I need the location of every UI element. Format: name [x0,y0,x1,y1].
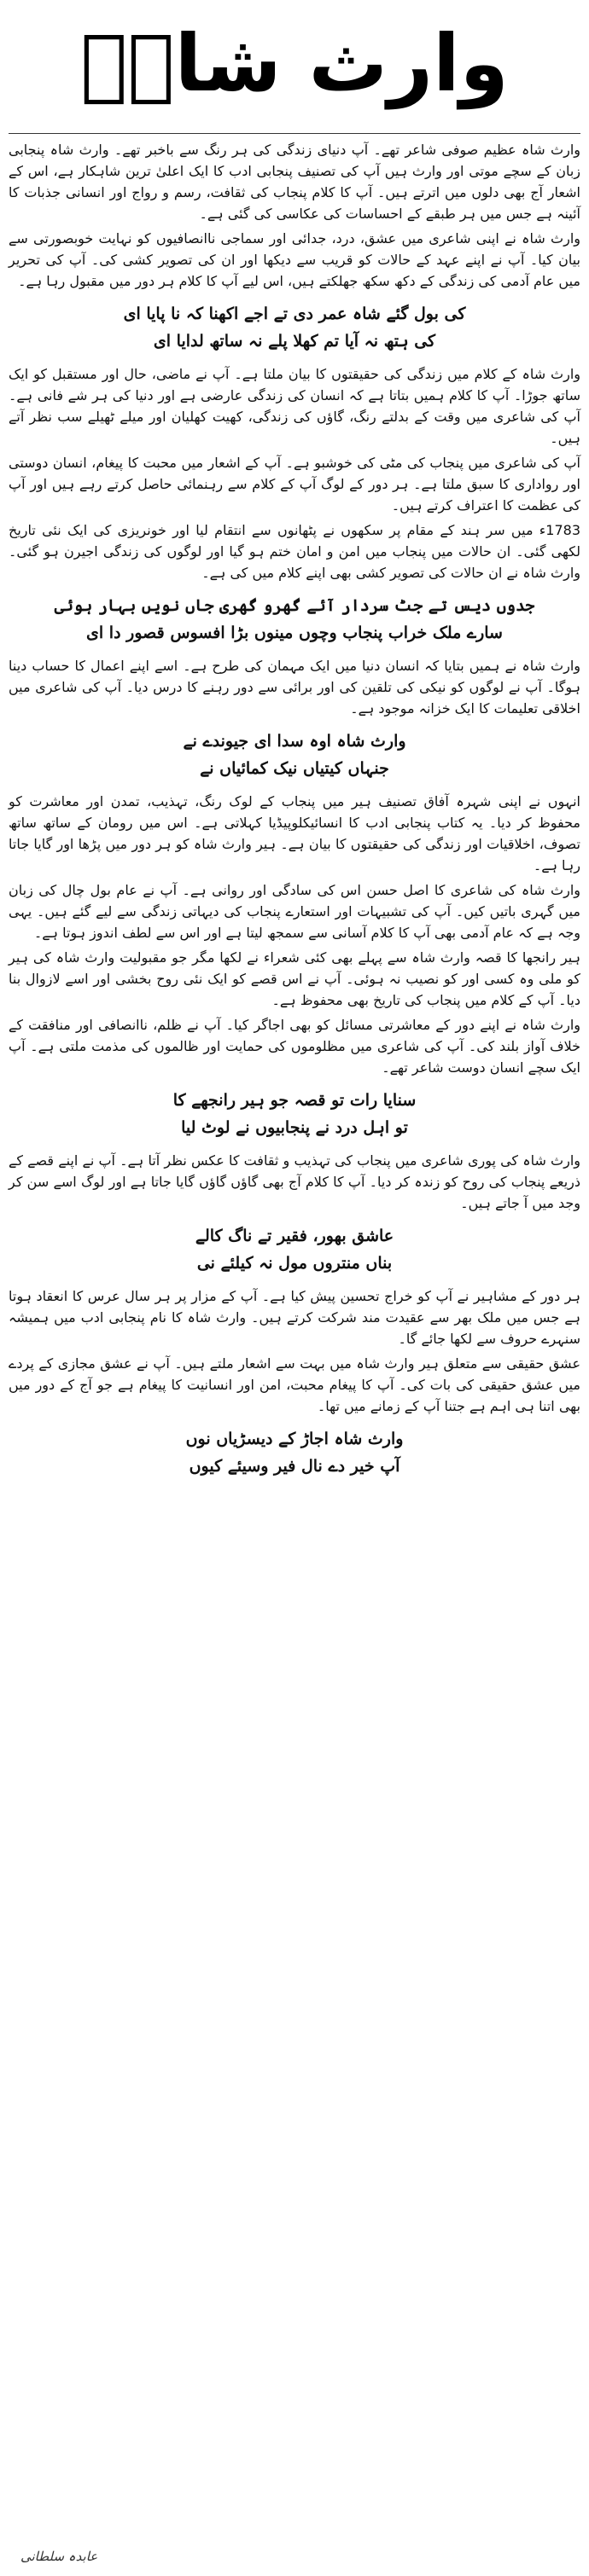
paragraph: ہر دور کے مشاہیر نے آپ کو خراج تحسین پیش کیا ہے۔ آپ کے مزار پر ہر سال عرس کا انعقاد ہوتا ہے جس میں ملک بھر سے عقیدت مند شرکت کرتے ہیں۔ وارث شاہ کا نام پنجابی ادب میں ہمیشہ سنہرے حروف سے لکھا جائے گا۔ [9,1288,580,1347]
author-byline: عابدہ سلطانی [20,2549,98,2564]
verse-line: سارے ملک خراب پنجاب وچوں مینوں بڑا افسوس قصور دا ای [86,624,503,642]
paragraph: وارث شاہ کے کلام میں زندگی کی حقیقتوں کا بیان ملتا ہے۔ آپ نے ماضی، حال اور مستقبل کو ایک ساتھ جوڑا۔ آپ کا کلام ہمیں بتاتا ہے کہ انسان کی زندگی عارضی ہے اور دنیا کی ہر شے فانی ہے۔ آپ کی شاعری میں وقت کے بدلتے رنگ، گاؤں کی زندگی، کھیت کھلیان اور میلے ٹھیلے سب نظر آتے ہیں۔ [9,366,580,446]
divider [9,133,580,134]
verse-line: سنایا رات تو قصہ جو ہیر رانجھے کا [172,1091,417,1110]
verse-block [26,728,563,782]
verse-line: تو اہل درد نے پنجابیوں نے لوٹ لیا [181,1118,408,1137]
title-area [9,0,580,128]
paragraph: وارث شاہ نے اپنی شاعری میں عشق، درد، جدائی اور سماجی ناانصافیوں کو نہایت خوبصورتی سے بیان کیا۔ آپ نے اپنے عہد کے حالات کو قریب سے دیکھا اور ان کی تصویر کشی کی۔ آپ کی تحریر میں عام آدمی کی زندگی کے دکھ سکھ جھلکتے ہیں، اس لیے آپ کا کلام ہر دور میں مقبول رہا ہے۔ [9,230,580,289]
paragraph: عشق حقیقی سے متعلق ہیر وارث شاہ میں بہت سے اشعار ملتے ہیں۔ آپ نے عشق مجازی کے پردے میں عشق حقیقی کی بات کی۔ آپ کا پیغام محبت، امن اور انسانیت کا پیغام ہے جو آج کے دور میں بھی اتنا ہی اہم ہے جتنا آپ کے زمانے میں تھا۔ [9,1355,580,1414]
verse-line: عاشق بھور، فقیر تے ناگ کالے [195,1227,394,1245]
verse-line: کی ہتھ نہ آیا تم کھلا پلے نہ ساتھ لدایا ای [153,332,436,351]
paragraph: وارث شاہ کی شاعری کا اصل حسن اس کی سادگی اور روانی ہے۔ آپ نے عام بول چال کی زبان میں گہری باتیں کیں۔ آپ کی تشبیہات اور استعارے پنجاب کی دیہاتی زندگی سے لیے گئے ہیں۔ یہی وجہ ہے کہ عام آدمی بھی آپ کا کلام آسانی سے سمجھ لیتا ہے اور اس سے لطف اندوز ہوتا ہے۔ [9,882,580,941]
verse-line: وارث شاہ اوہ سدا ای جیوندے نے [183,732,406,751]
paragraph: وارث شاہ نے اپنے دور کے معاشرتی مسائل کو بھی اجاگر کیا۔ آپ نے ظلم، ناانصافی اور منافقت کے خلاف آواز بلند کی۔ آپ کی شاعری میں مظلوموں کی حمایت اور ظالموں کی مذمت ملتی ہے۔ آپ ایک سچے انسان دوست شاعر تھے۔ [9,1017,580,1076]
verse-block [26,1087,563,1141]
verse-line: آپ خیر دے نال فیر وسیئے کیوں [189,1457,400,1476]
paragraph: وارث شاہ عظیم صوفی شاعر تھے۔ آپ دنیای زندگی کی ہر رنگ سے باخبر تھے۔ وارث شاہ پنجابی زبان کے سچے موتی اور وارث ہیں آپ کی تصنیف پنجابی ادب کا ایک اعلیٰ ترین شاہکار ہے، اس کے اشعار آج بھی دلوں میں اترتے ہیں۔ آپ کا کلام پنجاب کی ثقافت، رسم و رواج اور انسانی جذبات کا آئینہ ہے جس میں ہر طبقے کے احساسات کی عکاسی کی گئی ہے۔ [9,142,580,222]
verse-line: کی بول گئے شاہ عمر دی تے اجے اکھنا کہ نا پایا ای [123,305,466,323]
verse-line: بناں منتروں مول نہ کیلئے نی [196,1254,393,1273]
paragraph: وارث شاہ نے ہمیں بتایا کہ انسان دنیا میں ایک مہمان کی طرح ہے۔ اسے اپنے اعمال کا حساب دینا ہوگا۔ آپ نے لوگوں کو نیکی کی تلقین کی اور برائی سے دور رہنے کا درس دیا۔ آپ کی شاعری میں اخلاقی تعلیمات کا ایک خزانہ موجود ہے۔ [9,658,580,717]
paragraph: وارث شاہ کی پوری شاعری میں پنجاب کی تہذیب و ثقافت کا عکس نظر آتا ہے۔ آپ نے اپنے قصے کے ذریعے پنجاب کی روح کو زندہ کر دیا۔ آپ کا کلام آج بھی گاؤں گاؤں گایا جاتا ہے اور لوگ اسے سن کر وجد میں آ جاتے ہیں۔ [9,1152,580,1211]
verse-block [26,1222,563,1277]
verse-block [26,592,563,647]
paragraph: 1783ء میں سر ہند کے مقام پر سکھوں نے پٹھانوں سے انتقام لیا اور خونریزی کی ایک نئی تاریخ لکھی گئی۔ ان حالات میں پنجاب میں امن و امان ختم ہو گیا اور لوگوں کی زندگی اجیرن ہو گئی۔ وارث شاہ نے ان حالات کی تصویر کشی بھی اپنے کلام میں کی ہے۔ [9,522,580,581]
paragraph: ہیر رانجھا کا قصہ وارث شاہ سے پہلے بھی کئی شعراء نے لکھا مگر جو مقبولیت وارث شاہ کی ہیر کو ملی وہ کسی اور کو نصیب نہ ہوئی۔ آپ نے اس قصے کو ایک نئی روح بخشی اور اسے لازوال بنا دیا۔ آپ کے کلام میں پنجاب کی تاریخ بھی محفوظ ہے۔ [9,949,580,1008]
verse-line: جدوں دیس تے جٹ سردار آئے گھرو گھری جاں نویں بہار ہوئی [54,596,535,615]
verse-block [26,1425,563,1480]
verse-line: جنہاں کیتیاں نیک کمائیاں نے [200,759,389,778]
page-title: وارث شاہؒ [80,18,509,109]
verse-line: وارث شاہ اجاڑ کے دیسڑیاں نوں [185,1430,404,1448]
verse-block [26,300,563,355]
paragraph: آپ کی شاعری میں پنجاب کی مٹی کی خوشبو ہے۔ آپ کے اشعار میں محبت کا پیغام، انسان دوستی اور رواداری کا سبق ملتا ہے۔ ہر دور کے لوگ آپ کے کلام سے رہنمائی حاصل کرتے رہے ہیں اور آپ کی عظمت کا اعتراف کرتے ہیں۔ [9,455,580,513]
paragraph: انہوں نے اپنی شہرہ آفاق تصنیف ہیر میں پنجاب کے لوک رنگ، تہذیب، تمدن اور معاشرت کو محفوظ کر دیا۔ یہ کتاب پنجابی ادب کا انسائیکلوپیڈیا کہلاتی ہے۔ اس میں رومان کے ساتھ ساتھ تصوف، اخلاقیات اور زندگی کی حقیقتوں کا بیان ہے۔ ہیر وارث شاہ کو ہر دور میں پڑھا اور گایا جاتا رہا ہے۔ [9,793,580,873]
